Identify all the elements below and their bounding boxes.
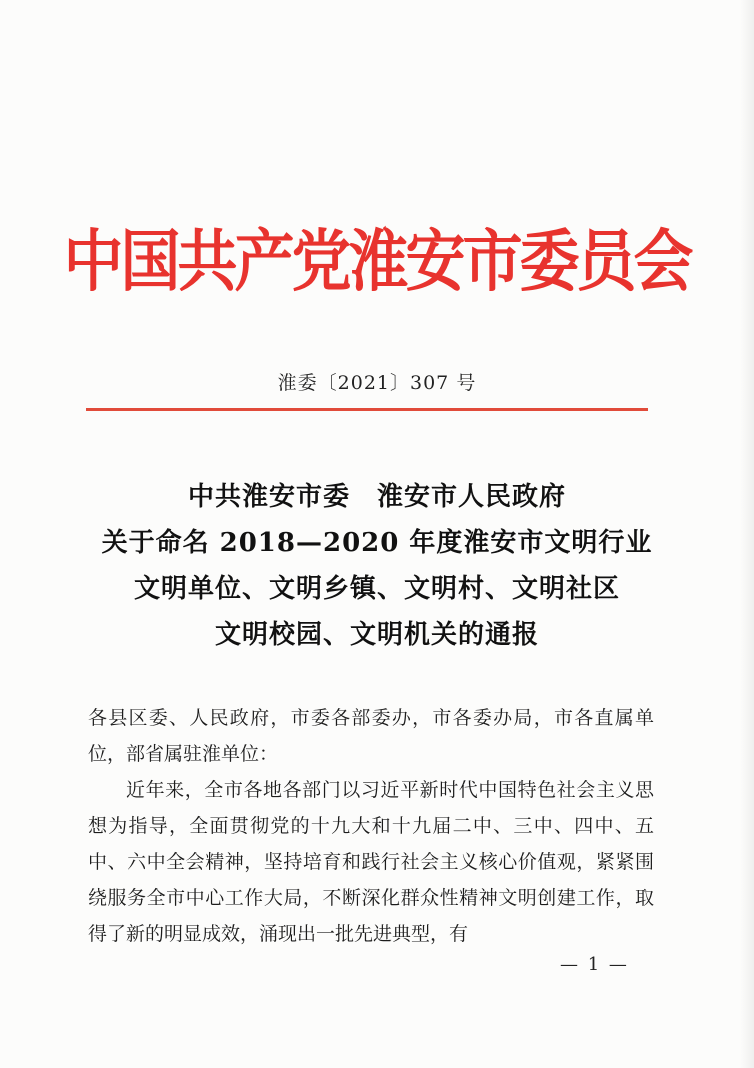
red-separator-line bbox=[86, 408, 648, 411]
title-line-3: 文明单位、文明乡镇、文明村、文明社区 bbox=[133, 574, 620, 604]
page-number: — 1 — bbox=[560, 954, 629, 975]
title-line-4: 文明校园、文明机关的通报 bbox=[214, 620, 539, 650]
document-number: 淮委〔2021〕307 号 bbox=[277, 372, 477, 394]
body-text bbox=[88, 700, 654, 952]
salutation: 各县区委、人民政府，市委各部委办，市各委办局，市各直属单位，部省属驻淮单位： bbox=[88, 707, 654, 765]
paragraph: 近年来，全市各地各部门以习近平新时代中国特色社会主义思想为指导，全面贯彻党的十九大和十九届二中、三中、四中、五中、六中全会精神，坚持培育和践行社会主义核心价值观，紧紧围绕服务全市中心工作大局，不断深化群众性精神文明创建工作，取得了新的明显成效，涌现出一批先进典型，有 bbox=[88, 779, 654, 945]
title-line-1: 中共淮安市委 淮安市人民政府 bbox=[187, 482, 566, 512]
title-line-2: 关于命名 2018—2020 年度淮安市文明行业 bbox=[101, 528, 653, 558]
document-title bbox=[60, 474, 694, 658]
scan-edge-shadow bbox=[740, 0, 754, 1068]
issuer-masthead: 中国共产党淮安市委员会 bbox=[63, 222, 691, 302]
